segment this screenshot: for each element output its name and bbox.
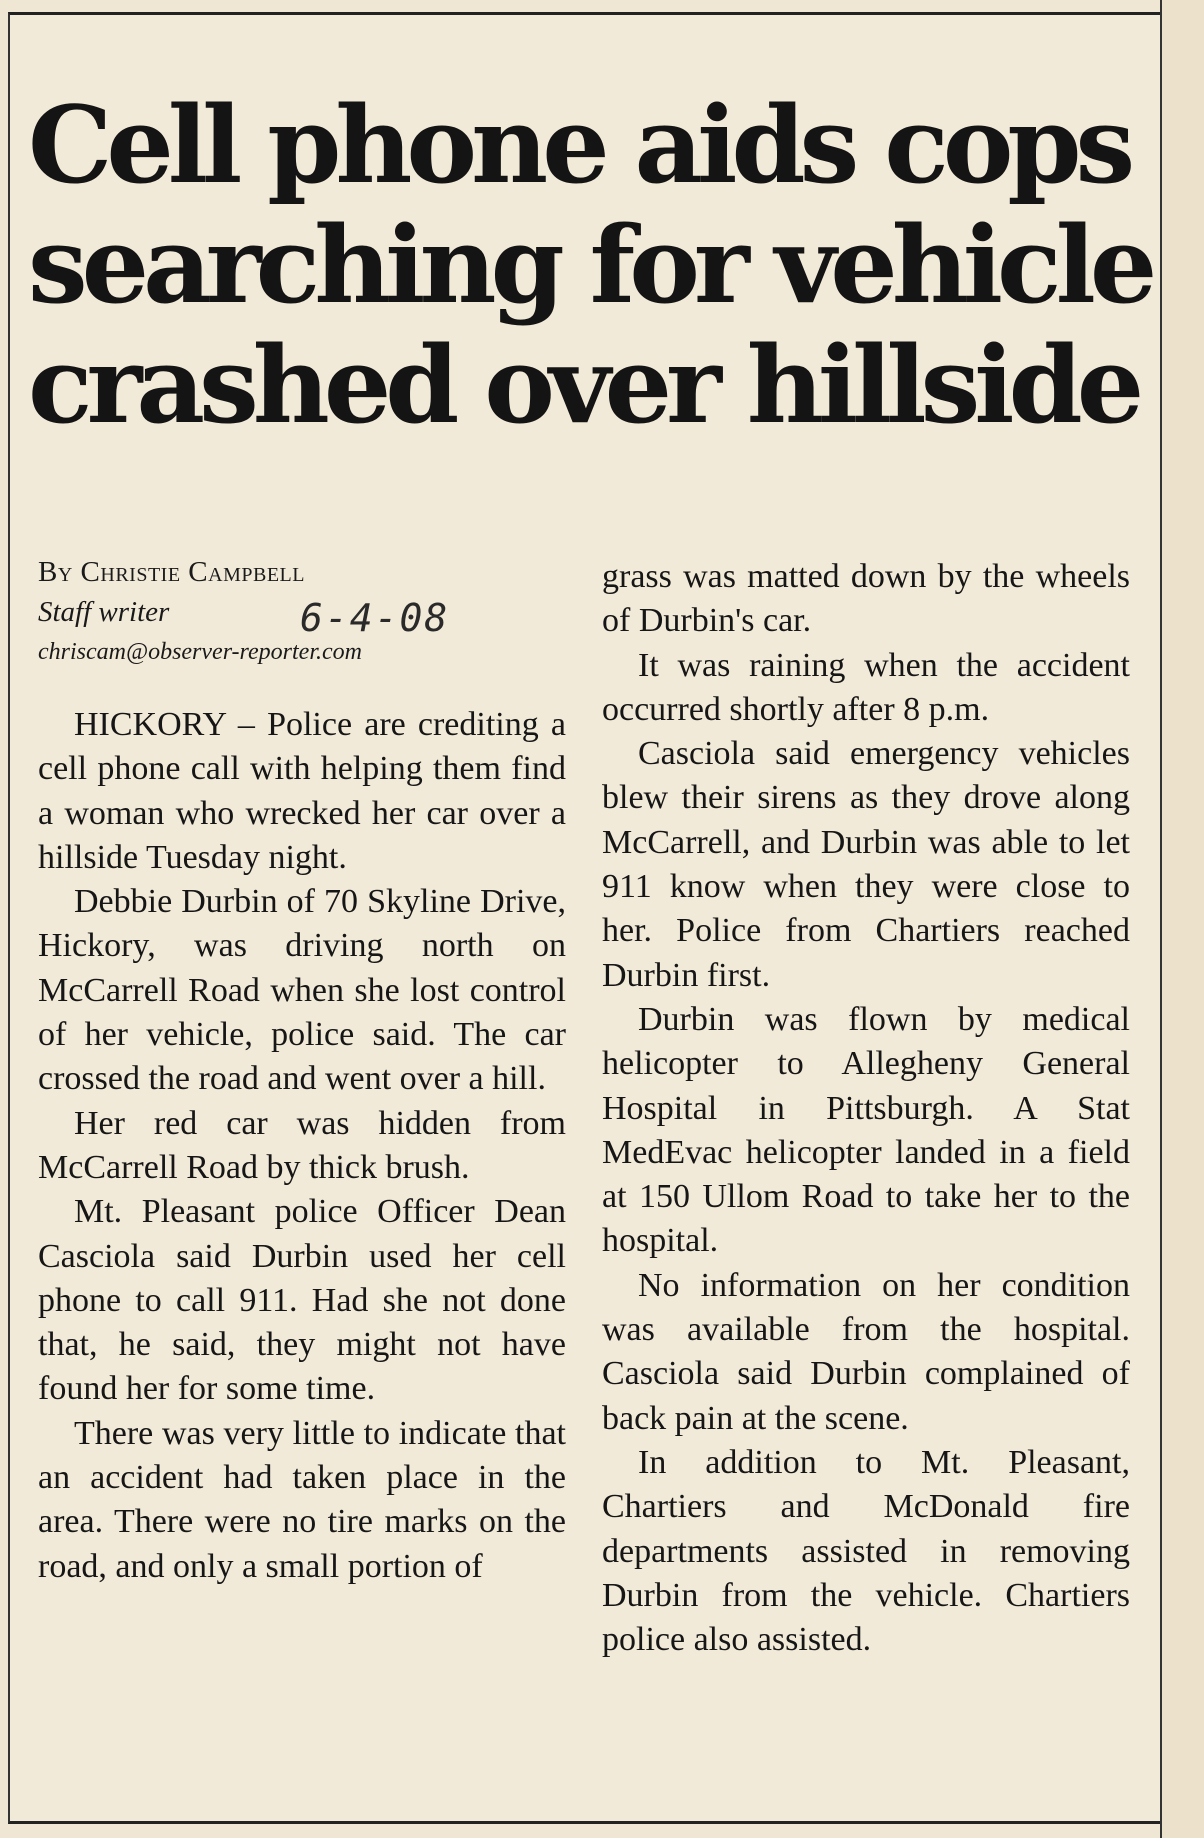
paragraph: It was raining when the accident occurred shortly after 8 p.m. — [602, 646, 1130, 728]
byline-email: chriscam@observer-reporter.com — [38, 639, 362, 665]
paragraph: There was very little to indicate that an accident had taken place in the area. There were no tire marks on the road, and only a small portion of — [38, 1414, 566, 1585]
paragraph: In addition to Mt. Pleasant, Chartiers and McDonald fire departments assisted in removing Durbin from the vehicle. Chartiers police also assisted. — [602, 1443, 1130, 1659]
paragraph: Casciola said emergency vehicles blew their sirens as they drove along McCarrell, and Durbin was able to let 911 know when they were close to her. Police from Chartiers reached Durbin first. — [602, 735, 1130, 994]
paragraph: Debbie Durbin of 70 Skyline Drive, Hickory, was driving north on McCarrell Road when she lost control of her vehicle, police said. The car crossed the road and went over a hill. — [38, 883, 566, 1098]
paragraph: HICKORY – Police are crediting a cell phone call with helping them find a woman who wrecked her car over a hillside Tuesday night. — [38, 706, 566, 876]
article-column-left — [38, 703, 566, 1589]
article-column-right — [602, 555, 1130, 1662]
headline-line-2: searching for vehicle — [28, 202, 1152, 327]
paragraph: Durbin was flown by medical helicopter to Allegheny General Hospital in Pittsburgh. A Stat MedEvac helicopter landed in a field at 150 Ullom Road to take her to the hospital. — [602, 1000, 1130, 1260]
handwritten-date: 6-4-08 — [300, 596, 450, 640]
paper-edge — [1162, 0, 1204, 1838]
byline — [38, 552, 578, 672]
paragraph: Mt. Pleasant police Officer Dean Casciola said Durbin used her cell phone to call 911. Had she not done that, he said, they might not have found her for some time. — [38, 1193, 566, 1408]
paragraph: Her red car was hidden from McCarrell Road by thick brush. — [38, 1104, 566, 1186]
byline-staff-title: Staff writer — [38, 596, 170, 628]
headline — [28, 82, 1152, 447]
paragraph: No information on her condition was available from the hospital. Casciola said Durbin complained of back pain at the scene. — [602, 1266, 1130, 1437]
byline-title-row — [38, 592, 578, 640]
headline-line-1: Cell phone aids cops — [28, 82, 1130, 207]
headline-line-3: crashed over hillside — [28, 322, 1139, 447]
paragraph-continuation: grass was matted down by the wheels of Durbin's car. — [602, 558, 1130, 640]
byline-author: By Christie Campbell — [38, 556, 305, 588]
